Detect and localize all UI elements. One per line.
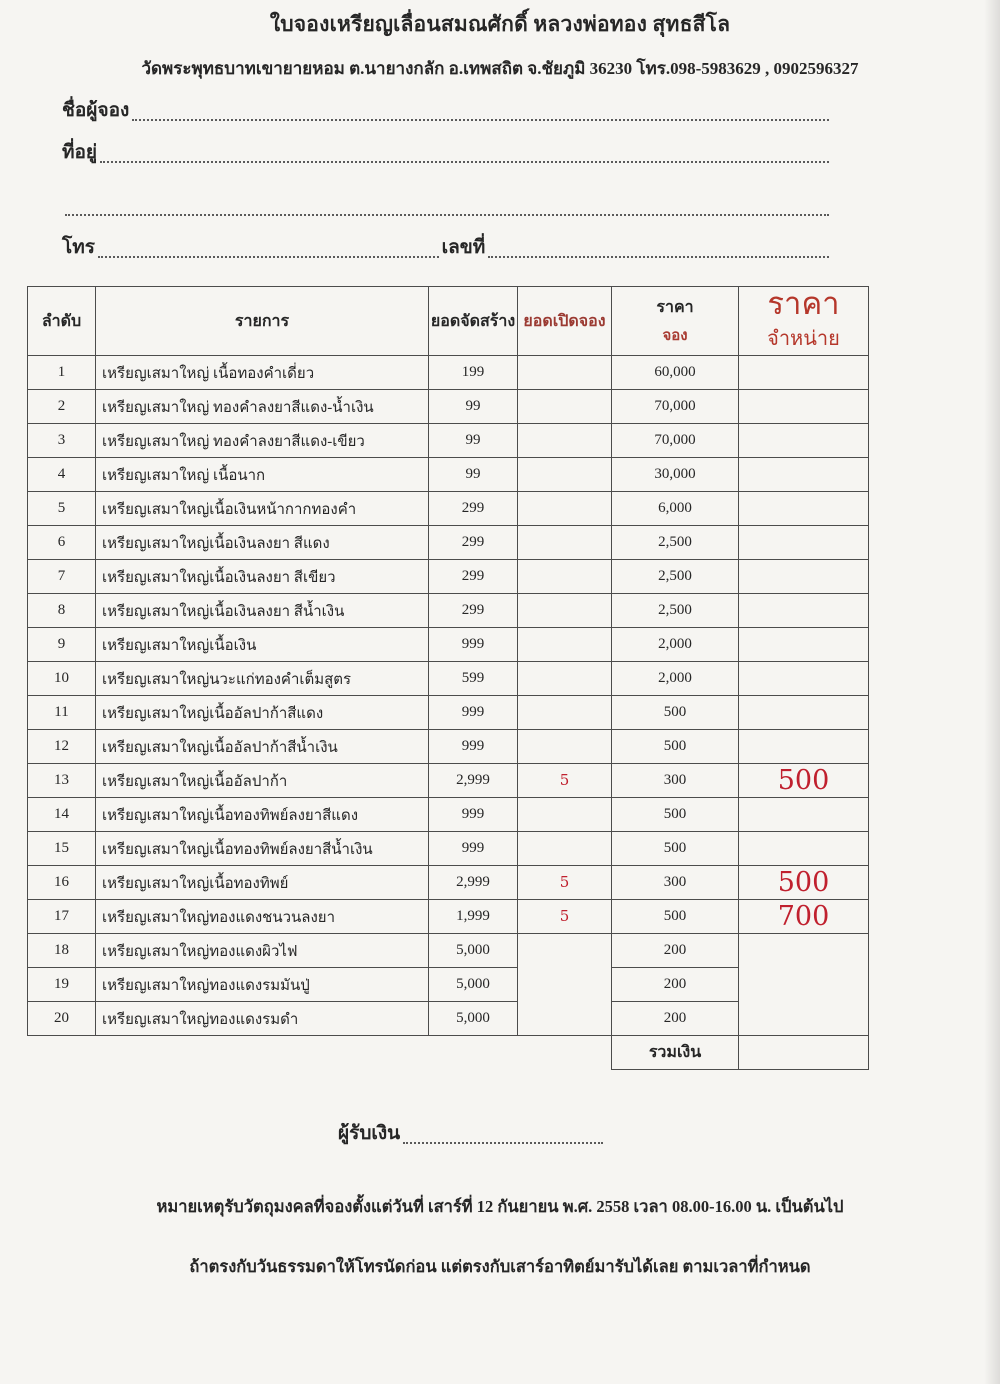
table-header-row xyxy=(28,287,869,356)
open-booking-merged-cell xyxy=(518,934,612,1036)
total-row-spacer xyxy=(28,1036,612,1070)
booking-price-cell: 60,000 xyxy=(612,356,739,390)
name-label: ชื่อผู้จอง xyxy=(62,100,130,121)
total-label: รวมเงิน xyxy=(612,1036,739,1070)
booking-price-label-top: ราคา xyxy=(656,299,694,316)
sale-price-cell: 500 xyxy=(739,866,869,900)
table-row xyxy=(28,594,869,628)
row-number-cell: 1 xyxy=(28,356,96,390)
built-amount-cell: 2,999 xyxy=(429,764,518,798)
row-number-cell: 16 xyxy=(28,866,96,900)
item-name-cell: เหรียญเสมาใหญ่ เนื้อทองคำเดี่ยว xyxy=(96,356,429,390)
col-header-item: รายการ xyxy=(96,287,429,356)
built-amount-cell: 1,999 xyxy=(429,900,518,934)
built-amount-cell: 5,000 xyxy=(429,968,518,1002)
item-name-cell: เหรียญเสมาใหญ่ ทองคำลงยาสีแดง-เขียว xyxy=(96,424,429,458)
booking-price-cell: 200 xyxy=(612,934,739,968)
item-name-cell: เหรียญเสมาใหญ่เนื้อทองทิพย์ลงยาสีแดง xyxy=(96,798,429,832)
table-row xyxy=(28,900,869,934)
name-field-line xyxy=(62,96,832,125)
row-number-cell: 5 xyxy=(28,492,96,526)
open-booking-cell xyxy=(518,832,612,866)
open-booking-cell xyxy=(518,390,612,424)
sale-price-cell xyxy=(739,390,869,424)
sale-price-cell xyxy=(739,798,869,832)
booking-price-cell: 200 xyxy=(612,968,739,1002)
receiver-blank-line xyxy=(403,1140,603,1144)
phone-blank-line xyxy=(98,254,439,258)
sale-price-cell: 700 xyxy=(739,900,869,934)
item-name-cell: เหรียญเสมาใหญ่เนื้อเงินลงยา สีน้ำเงิน xyxy=(96,594,429,628)
item-name-cell: เหรียญเสมาใหญ่ทองแดงรมดำ xyxy=(96,1002,429,1036)
item-name-cell: เหรียญเสมาใหญ่ทองแดงชนวนลงยา xyxy=(96,900,429,934)
booking-price-cell: 500 xyxy=(612,696,739,730)
booking-price-cell: 2,000 xyxy=(612,628,739,662)
open-booking-cell xyxy=(518,424,612,458)
item-name-cell: เหรียญเสมาใหญ่เนื้อทองทิพย์ xyxy=(96,866,429,900)
open-booking-cell: 5 xyxy=(518,900,612,934)
built-amount-cell: 299 xyxy=(429,526,518,560)
open-booking-cell xyxy=(518,560,612,594)
booking-price-cell: 70,000 xyxy=(612,390,739,424)
row-number-cell: 18 xyxy=(28,934,96,968)
open-booking-cell xyxy=(518,356,612,390)
built-amount-cell: 299 xyxy=(429,560,518,594)
built-amount-cell: 599 xyxy=(429,662,518,696)
sale-price-cell xyxy=(739,696,869,730)
sale-price-cell xyxy=(739,424,869,458)
built-amount-cell: 999 xyxy=(429,730,518,764)
sale-price-cell xyxy=(739,594,869,628)
sale-price-cell xyxy=(739,560,869,594)
table-row xyxy=(28,730,869,764)
row-number-cell: 19 xyxy=(28,968,96,1002)
row-number-cell: 12 xyxy=(28,730,96,764)
sale-price-cell xyxy=(739,730,869,764)
built-amount-cell: 5,000 xyxy=(429,1002,518,1036)
row-number-cell: 20 xyxy=(28,1002,96,1036)
table-row xyxy=(28,832,869,866)
table-row xyxy=(28,866,869,900)
built-amount-cell: 99 xyxy=(429,390,518,424)
name-blank-line xyxy=(132,117,829,121)
built-amount-cell: 999 xyxy=(429,832,518,866)
address-label: ที่อยู่ xyxy=(62,142,98,163)
item-name-cell: เหรียญเสมาใหญ่เนื้อเงิน xyxy=(96,628,429,662)
doc-no-blank-line xyxy=(488,254,829,258)
built-amount-cell: 299 xyxy=(429,594,518,628)
built-amount-cell: 999 xyxy=(429,696,518,730)
booking-price-cell: 70,000 xyxy=(612,424,739,458)
total-value-cell xyxy=(739,1036,869,1070)
temple-address-line: วัดพระพุทธบาทเขายายหอม ต.นายางกลัก อ.เทพสถิต จ.ชัยภูมิ 36230 โทร.098-5983629 , 0902596327 xyxy=(141,59,859,78)
sale-price-label-sub: จำหน่าย xyxy=(767,327,840,350)
address-blank-line-2 xyxy=(65,212,829,216)
address-blank-line xyxy=(100,159,829,163)
built-amount-cell: 199 xyxy=(429,356,518,390)
pickup-note: หมายเหตุรับวัตถุมงคลที่จองตั้งแต่วันที่ เสาร์ที่ 12 กันยายน พ.ศ. 2558 เวลา 08.00-16.00 น. เป็นต้นไป xyxy=(156,1197,844,1216)
booking-price-label-sub: จอง xyxy=(662,328,688,344)
table-row xyxy=(28,492,869,526)
built-amount-cell: 99 xyxy=(429,424,518,458)
row-number-cell: 14 xyxy=(28,798,96,832)
table-row xyxy=(28,764,869,798)
item-name-cell: เหรียญเสมาใหญ่เนื้อเงินหน้ากากทองคำ xyxy=(96,492,429,526)
open-booking-cell xyxy=(518,492,612,526)
table-row xyxy=(28,798,869,832)
open-booking-cell xyxy=(518,730,612,764)
item-name-cell: เหรียญเสมาใหญ่เนื้ออัลปาก้าสีน้ำเงิน xyxy=(96,730,429,764)
booking-price-cell: 300 xyxy=(612,866,739,900)
row-number-cell: 17 xyxy=(28,900,96,934)
booking-price-cell: 2,500 xyxy=(612,594,739,628)
col-header-booking-price xyxy=(612,287,739,356)
open-booking-cell xyxy=(518,628,612,662)
built-amount-cell: 299 xyxy=(429,492,518,526)
total-row xyxy=(28,1036,869,1070)
page-title: ใบจองเหรียญเลื่อนสมณศักดิ์ หลวงพ่อทอง สุทธสีโล xyxy=(269,12,731,36)
open-booking-cell xyxy=(518,594,612,628)
booking-price-cell: 500 xyxy=(612,832,739,866)
table-row xyxy=(28,424,869,458)
table-row xyxy=(28,560,869,594)
open-booking-cell xyxy=(518,662,612,696)
booking-price-cell: 2,500 xyxy=(612,560,739,594)
open-booking-cell xyxy=(518,798,612,832)
booking-price-cell: 2,500 xyxy=(612,526,739,560)
row-number-cell: 6 xyxy=(28,526,96,560)
booking-price-cell: 500 xyxy=(612,798,739,832)
sale-price-cell xyxy=(739,526,869,560)
table-row xyxy=(28,356,869,390)
sale-price-cell xyxy=(739,832,869,866)
built-amount-cell: 999 xyxy=(429,798,518,832)
row-number-cell: 8 xyxy=(28,594,96,628)
built-amount-cell: 5,000 xyxy=(429,934,518,968)
address-continuation-line xyxy=(62,191,832,220)
receiver-signature-line xyxy=(338,1118,606,1148)
phone-label: โทร xyxy=(62,237,95,258)
sale-price-merged-cell xyxy=(739,934,869,1036)
item-name-cell: เหรียญเสมาใหญ่เนื้ออัลปาก้าสีแดง xyxy=(96,696,429,730)
table-row xyxy=(28,662,869,696)
row-number-cell: 7 xyxy=(28,560,96,594)
col-header-open-booking: ยอดเปิดจอง xyxy=(518,287,612,356)
sale-price-cell xyxy=(739,356,869,390)
open-booking-cell: 5 xyxy=(518,866,612,900)
sale-price-cell xyxy=(739,628,869,662)
booking-form-fields xyxy=(62,96,832,262)
table-row xyxy=(28,458,869,492)
phone-docno-line xyxy=(62,233,832,262)
item-name-cell: เหรียญเสมาใหญ่เนื้อเงินลงยา สีเขียว xyxy=(96,560,429,594)
booking-price-cell: 2,000 xyxy=(612,662,739,696)
doc-no-label: เลขที่ xyxy=(441,237,486,258)
amulet-order-table xyxy=(27,286,869,1070)
built-amount-cell: 999 xyxy=(429,628,518,662)
col-header-no: ลำดับ xyxy=(28,287,96,356)
order-table-body xyxy=(28,356,869,1036)
row-number-cell: 2 xyxy=(28,390,96,424)
table-row xyxy=(28,526,869,560)
item-name-cell: เหรียญเสมาใหญ่นวะแก่ทองคำเต็มสูตร xyxy=(96,662,429,696)
item-name-cell: เหรียญเสมาใหญ่ทองแดงผิวไฟ xyxy=(96,934,429,968)
booking-price-cell: 200 xyxy=(612,1002,739,1036)
open-booking-cell xyxy=(518,696,612,730)
item-name-cell: เหรียญเสมาใหญ่ทองแดงรมมันปู่ xyxy=(96,968,429,1002)
item-name-cell: เหรียญเสมาใหญ่เนื้ออัลปาก้า xyxy=(96,764,429,798)
sale-price-cell xyxy=(739,662,869,696)
row-number-cell: 13 xyxy=(28,764,96,798)
table-row xyxy=(28,628,869,662)
item-name-cell: เหรียญเสมาใหญ่ เนื้อนาก xyxy=(96,458,429,492)
table-row xyxy=(28,934,869,968)
col-header-built: ยอดจัดสร้าง xyxy=(429,287,518,356)
weekday-note: ถ้าตรงกับวันธรรมดาให้โทรนัดก่อน แต่ตรงกับเสาร์อาทิตย์มารับได้เลย ตามเวลาที่กำหนด xyxy=(189,1257,811,1276)
receiver-label: ผู้รับเงิน xyxy=(338,1123,401,1144)
sale-price-label-top: ราคา xyxy=(767,286,840,322)
open-booking-cell xyxy=(518,458,612,492)
item-name-cell: เหรียญเสมาใหญ่เนื้อทองทิพย์ลงยาสีน้ำเงิน xyxy=(96,832,429,866)
booking-price-cell: 6,000 xyxy=(612,492,739,526)
built-amount-cell: 2,999 xyxy=(429,866,518,900)
address-field-line xyxy=(62,138,832,167)
open-booking-cell xyxy=(518,526,612,560)
sale-price-cell xyxy=(739,458,869,492)
table-row xyxy=(28,696,869,730)
booking-price-cell: 30,000 xyxy=(612,458,739,492)
col-header-sale-price xyxy=(739,287,869,356)
booking-price-cell: 300 xyxy=(612,764,739,798)
item-name-cell: เหรียญเสมาใหญ่เนื้อเงินลงยา สีแดง xyxy=(96,526,429,560)
sale-price-cell: 500 xyxy=(739,764,869,798)
row-number-cell: 10 xyxy=(28,662,96,696)
sale-price-cell xyxy=(739,492,869,526)
open-booking-cell: 5 xyxy=(518,764,612,798)
row-number-cell: 11 xyxy=(28,696,96,730)
booking-price-cell: 500 xyxy=(612,900,739,934)
row-number-cell: 15 xyxy=(28,832,96,866)
built-amount-cell: 99 xyxy=(429,458,518,492)
row-number-cell: 3 xyxy=(28,424,96,458)
booking-price-cell: 500 xyxy=(612,730,739,764)
row-number-cell: 9 xyxy=(28,628,96,662)
row-number-cell: 4 xyxy=(28,458,96,492)
item-name-cell: เหรียญเสมาใหญ่ ทองคำลงยาสีแดง-น้ำเงิน xyxy=(96,390,429,424)
table-row xyxy=(28,390,869,424)
